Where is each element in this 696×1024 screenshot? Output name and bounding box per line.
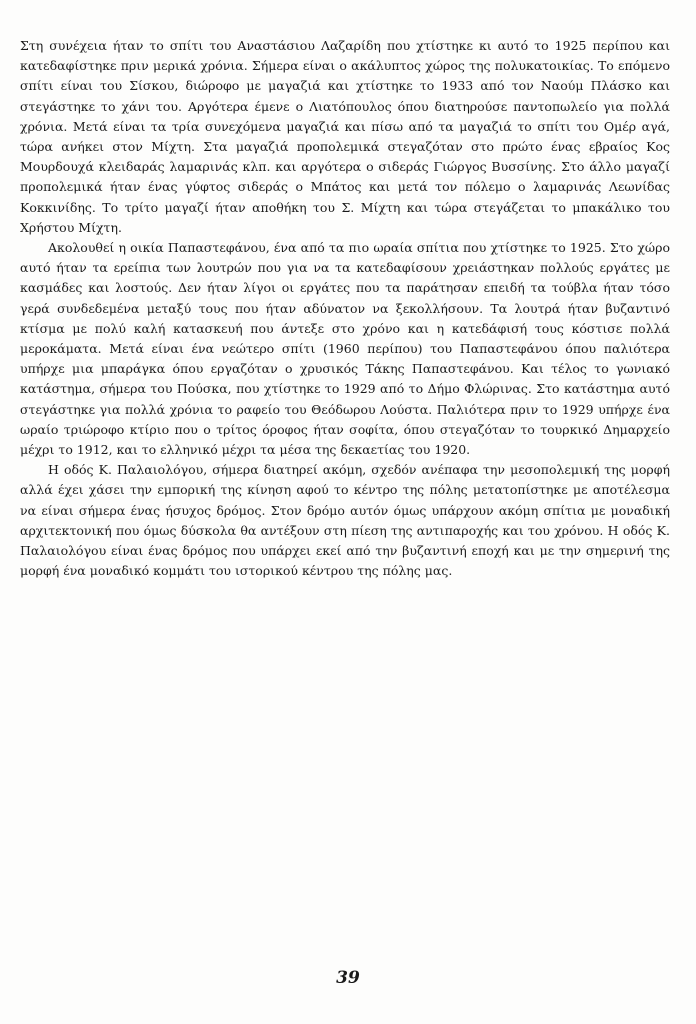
paragraph-1: Στη συνέχεια ήταν το σπίτι του Αναστάσιου Λαζαρίδη που χτίστηκε κι αυτό το 1925 περίπου και κατεδαφίστηκε πριν μερικά χρόνια. Σήμερα είναι ο ακάλυπτος χώρος της πολυκατοικίας. Το επόμενο σπίτι είναι του Σίσκου, διώροφο με μαγαζιά και χτίστηκε το 1933 από τον Ναούμ Πλάσκο και στεγάστηκε το χάνι του. Αργότερα έμενε ο Λιατόπουλος όπου διατηρούσε παντοπωλείο για πολλά χρόνια. Μετά είναι τα τρία συνεχόμενα μαγαζιά και πίσω από τα μαγαζιά το σπίτι του Ομέρ αγά, τώρα ανήκει στον Μίχτη. Στα μαγαζιά προπολεμικά στεγαζόταν στο πρώτο ένας εβραίος Κος Μουρδουχά κλειδαράς λαμαρινάς κλπ. και αργότερα ο σιδεράς Γιώργος Βυσσίνης. Στο άλλο μαγαζί προπολεμικά ήταν ένας γύφτος σιδεράς ο Μπάτος και μετά τον πόλεμο ο λαμαρινάς Λεωνίδας Κοκκινίδης. Το τρίτο μαγαζί ήταν αποθήκη του Σ. Μίχτη και τώρα στεγάζεται το μπακάλικο του Χρήστου Μίχτη.	[20, 38, 670, 235]
body-text	[20, 36, 670, 581]
page-number: 39	[336, 968, 360, 988]
paragraph-2: Ακολουθεί η οικία Παπαστεφάνου, ένα από τα πιο ωραία σπίτια που χτίστηκε το 1925. Στο χώρο αυτό ήταν τα ερείπια των λουτρών που για να τα κατεδαφίσουν χρειάστηκαν πολλούς εργάτες με κασμάδες και λοστούς. Δεν ήταν λίγοι οι εργάτες που τα παράτησαν επειδή τα τούβλα ήταν τόσο γερά συνδεδεμένα μεταξύ τους που ήταν αδύνατον να ξεκολλήσουν. Τα λουτρά ήταν βυζαντινό κτίσμα με πολύ καλή κατασκευή που άντεξε στο χρόνο και η κατεδάφισή τους κόστισε πολλά μεροκάματα. Μετά είναι ένα νεώτερο σπίτι (1960 περίπου) του Παπαστεφάνου όπου παλιότερα υπήρχε μια μπαράγκα όπου εργαζόταν ο χρυσικός Τάκης Παπαστεφάνου. Και τέλος το γωνιακό κατάστημα, σήμερα του Πούσκα, που χτίστηκε το 1929 από το Δήμο Φλώρινας. Στο κατάστημα αυτό στεγάστηκε για πολλά χρόνια το ραφείο του Θεόδωρου Λούστα. Παλιότερα πριν το 1929 υπήρχε ένα ωραίο τριώροφο κτίριο που ο τρίτος όροφος ήταν σοφίτα, όπου στεγαζόταν το τουρκικό Δημαρχείο μέχρι το 1912, και το ελληνικό μέχρι τα μέσα της δεκαετίας του 1920.	[20, 240, 670, 458]
paragraph-3: Η οδός Κ. Παλαιολόγου, σήμερα διατηρεί ακόμη, σχεδόν ανέπαφα την μεσοπολεμική της μορφή αλλά έχει χάσει την εμπορική της κίνηση αφού το κέντρο της πόλης μετατοπίστηκε με αποτέλεσμα να είναι σήμερα ένας ήσυχος δρόμος. Στον δρόμο αυτόν όμως υπάρχουν ακόμη σπίτια με μοναδική αρχιτεκτονική που όμως δύσκολα θα αντέξουν στη πίεση της αντιπαροχής και του χρόνου. Η οδός Κ. Παλαιολόγου είναι ένας δρόμος που υπάρχει εκεί από την βυζαντινή εποχή και με την σημερινή της μορφή ένα μοναδικό κομμάτι του ιστορικού κέντρου της πόλης μας.	[20, 462, 670, 579]
